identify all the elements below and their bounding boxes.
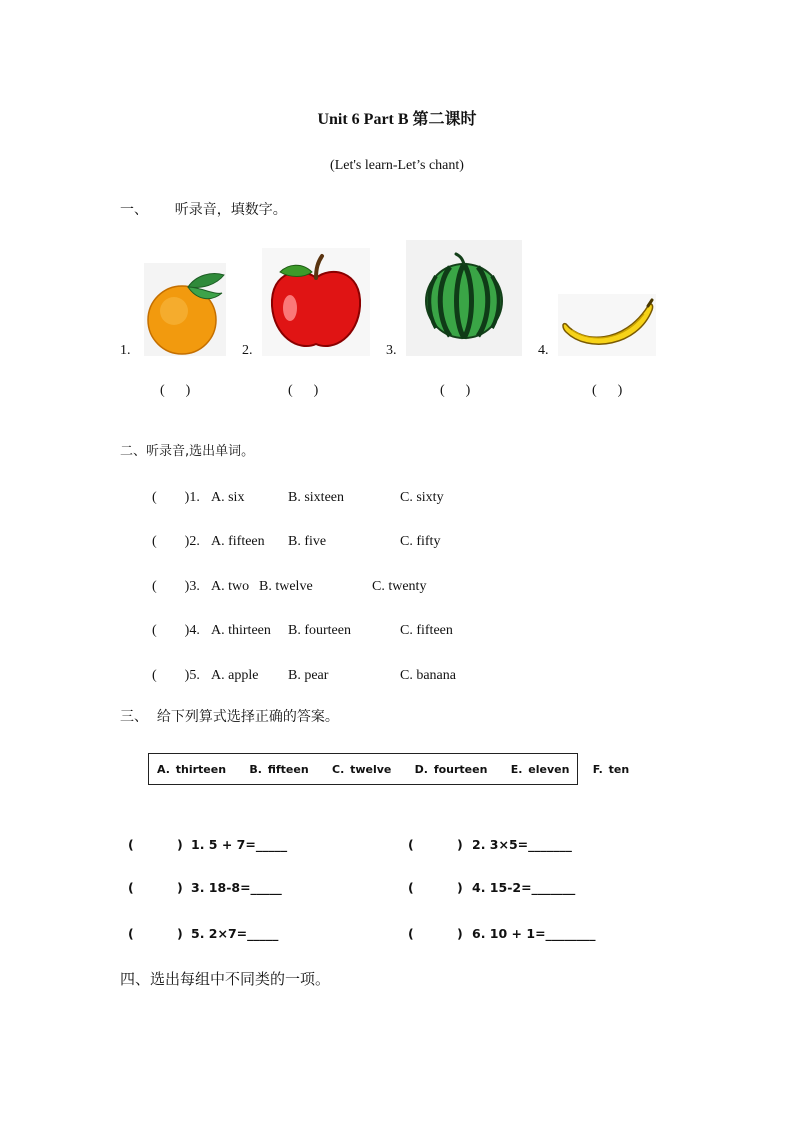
problem-open-paren[interactable]: (	[408, 837, 414, 852]
problem-close-paren: )	[177, 837, 183, 852]
section-4-heading: 四、选出每组中不同类的一项。	[120, 970, 331, 988]
problem-close-paren: )	[177, 880, 183, 895]
problem-close-paren: )	[457, 926, 463, 941]
option-c[interactable]: C. sixty	[400, 490, 444, 505]
answer-paren[interactable]: ( )	[288, 383, 319, 398]
option-a[interactable]: A. fifteen	[211, 534, 265, 549]
problem-expression: 3. 18-8=_____	[191, 880, 282, 895]
page-title: Unit 6 Part B 第二课时	[317, 111, 477, 128]
problem-close-paren: )	[457, 837, 463, 852]
question-paren[interactable]: ( )5.	[152, 668, 200, 683]
option-b[interactable]: B. fourteen	[288, 623, 351, 638]
problem-open-paren[interactable]: (	[408, 880, 414, 895]
section-2-heading: 二、听录音,选出单词。	[120, 444, 255, 459]
item-number: 3.	[386, 343, 397, 358]
page-subtitle: (Let's learn-Let’s chant)	[330, 158, 464, 173]
problem-expression: 4. 15-2=_______	[472, 880, 576, 895]
option-c[interactable]: C. twenty	[372, 579, 427, 594]
question-paren[interactable]: ( )2.	[152, 534, 200, 549]
option-a[interactable]: A. apple	[211, 668, 259, 683]
apple-picture	[262, 248, 370, 356]
banana-picture	[558, 294, 656, 356]
watermelon-picture	[406, 240, 522, 356]
question-paren[interactable]: ( )1.	[152, 490, 200, 505]
answer-paren[interactable]: ( )	[440, 383, 471, 398]
item-number: 1.	[120, 343, 131, 358]
orange-picture	[144, 263, 226, 356]
orange-icon	[144, 263, 226, 356]
problem-open-paren[interactable]: (	[408, 926, 414, 941]
option-a[interactable]: A. six	[211, 490, 245, 505]
answer-paren[interactable]: ( )	[160, 383, 191, 398]
option-c[interactable]: C. banana	[400, 668, 456, 683]
problem-expression: 2. 3×5=_______	[472, 837, 572, 852]
option-b[interactable]: B. five	[288, 534, 327, 549]
section-1-heading: 一、 听录音，填数字。	[120, 202, 287, 218]
option-a[interactable]: A. thirteen	[211, 623, 271, 638]
option-a[interactable]: A. two	[211, 579, 250, 594]
problem-expression: 5. 2×7=_____	[191, 926, 279, 941]
apple-icon	[262, 248, 370, 356]
problem-open-paren[interactable]: (	[128, 880, 134, 895]
question-paren[interactable]: ( )3.	[152, 579, 200, 594]
answer-choices-box	[148, 753, 630, 785]
problem-open-paren[interactable]: (	[128, 926, 134, 941]
item-number: 2.	[242, 343, 253, 358]
problem-close-paren: )	[177, 926, 183, 941]
problem-expression: 6. 10 + 1=________	[472, 926, 596, 941]
item-number: 4.	[538, 343, 549, 358]
answer-choices: A. thirteen B. fifteen C. twelve D. fourteen E. eleven F. ten	[157, 763, 630, 776]
option-b[interactable]: B. sixteen	[288, 490, 344, 505]
answer-paren[interactable]: ( )	[592, 383, 623, 398]
problem-open-paren[interactable]: (	[128, 837, 134, 852]
question-paren[interactable]: ( )4.	[152, 623, 200, 638]
option-b[interactable]: B. pear	[288, 668, 329, 683]
option-c[interactable]: C. fifty	[400, 534, 441, 549]
watermelon-icon	[406, 240, 522, 356]
banana-icon	[558, 294, 656, 356]
option-b[interactable]: B. twelve	[259, 579, 313, 594]
section-3-heading: 三、 给下列算式选择正确的答案。	[120, 709, 339, 725]
option-c[interactable]: C. fifteen	[400, 623, 453, 638]
problem-expression: 1. 5 + 7=_____	[191, 837, 288, 852]
problem-close-paren: )	[457, 880, 463, 895]
